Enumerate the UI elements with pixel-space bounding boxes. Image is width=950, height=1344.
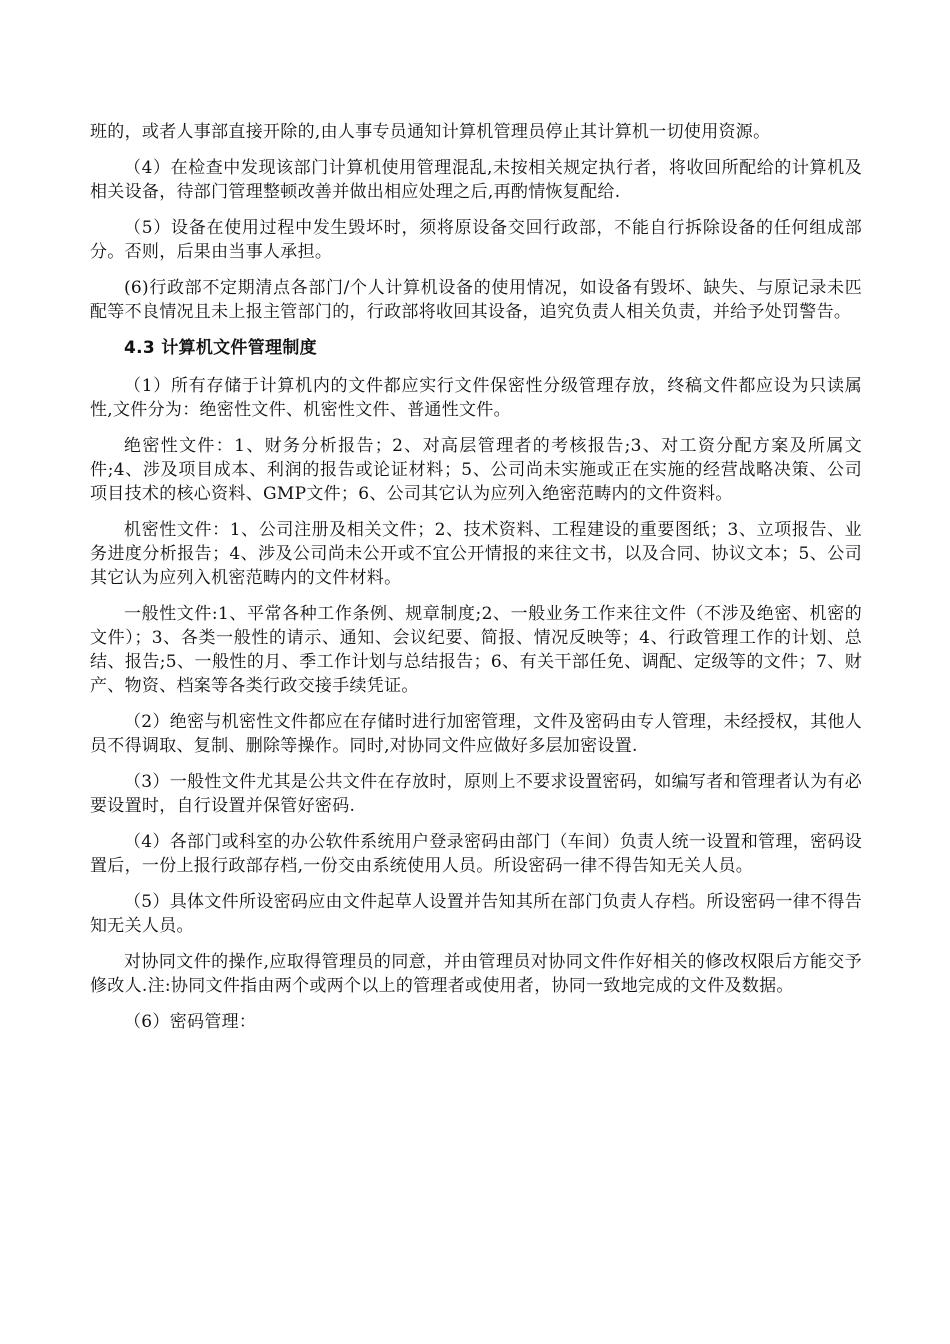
section-heading: 4.3 计算机文件管理制度 [124,338,317,358]
paragraph-top-secret-files: 绝密性文件：1、财务分析报告；2、对高层管理者的考核报告;3、对工资分配方案及所属文件;4、涉及项目成本、利润的报告或论证材料；5、公司尚未实施或正在实施的经营战略决策、公司项目技术的核心资料、GMP文件；6、公司其它认为应列入绝密范畴内的文件资料。 [90,436,862,504]
document-body [90,120,862,1046]
paragraph-confidential-files: 机密性文件：1、公司注册及相关文件；2、技术资料、工程建设的重要图纸；3、立项报告、业务进度分析报告；4、涉及公司尚未公开或不宜公开情报的来往文书，以及合同、协议文本；5、公司其它认为应列入机密范畴内的文件材料。 [90,520,862,588]
paragraph-file-password-rule: （5）具体文件所设密码应由文件起草人设置并告知其所在部门负责人存档。所设密码一律不得告知无关人员。 [90,892,862,936]
paragraph-item-4: （4）在检查中发现该部门计算机使用管理混乱,未按相关规定执行者，将收回所配给的计算机及相关设备，待部门管理整顿改善并做出相应处理之后,再酌情恢复配给. [90,158,862,202]
paragraph-item-6: (6)行政部不定期清点各部门/个人计算机设备的使用情况，如设备有毁坏、缺失、与原记录未匹配等不良情况且未上报主管部门的，行政部将收回其设备，追究负责人相关负责，并给予处罚警告。 [90,278,862,322]
paragraph-file-classification: （1）所有存储于计算机内的文件都应实行文件保密性分级管理存放，终稿文件都应设为只读属性,文件分为：绝密性文件、机密性文件、普通性文件。 [90,376,862,420]
paragraph-continuation: 班的，或者人事部直接开除的,由人事专员通知计算机管理员停止其计算机一切使用资源。 [90,122,771,142]
paragraph-password-management: （6）密码管理： [124,1012,257,1032]
paragraph-encryption-rule: （2）绝密与机密性文件都应在存储时进行加密管理，文件及密码由专人管理，未经授权，其他人员不得调取、复制、删除等操作。同时,对协同文件应做好多层加密设置. [90,712,862,756]
paragraph-public-files-rule: （3）一般性文件尤其是公共文件在存放时，原则上不要求设置密码，如编写者和管理者认为有必要设置时，自行设置并保管好密码. [90,772,862,816]
paragraph-item-5: （5）设备在使用过程中发生毁坏时，须将原设备交回行政部，不能自行拆除设备的任何组成部分。否则，后果由当事人承担。 [90,218,862,262]
paragraph-login-password-rule: （4）各部门或科室的办公软件系统用户登录密码由部门（车间）负责人统一设置和管理，密码设置后，一份上报行政部存档,一份交由系统使用人员。所设密码一律不得告知无关人员。 [90,832,862,876]
paragraph-collaborative-files: 对协同文件的操作,应取得管理员的同意，并由管理员对协同文件作好相关的修改权限后方能交予修改人.注:协同文件指由两个或两个以上的管理者或使用者，协同一致地完成的文件及数据。 [90,952,862,996]
paragraph-general-files: 一般性文件:1、平常各种工作条例、规章制度;2、一般业务工作来往文件（不涉及绝密、机密的文件）；3、各类一般性的请示、通知、会议纪要、简报、情况反映等；4、行政管理工作的计划、总结、报告;5、一般性的月、季工作计划与总结报告；6、有关干部任免、调配、定级等的文件；7、财产、物资、档案等各类行政交接手续凭证。 [90,604,862,696]
